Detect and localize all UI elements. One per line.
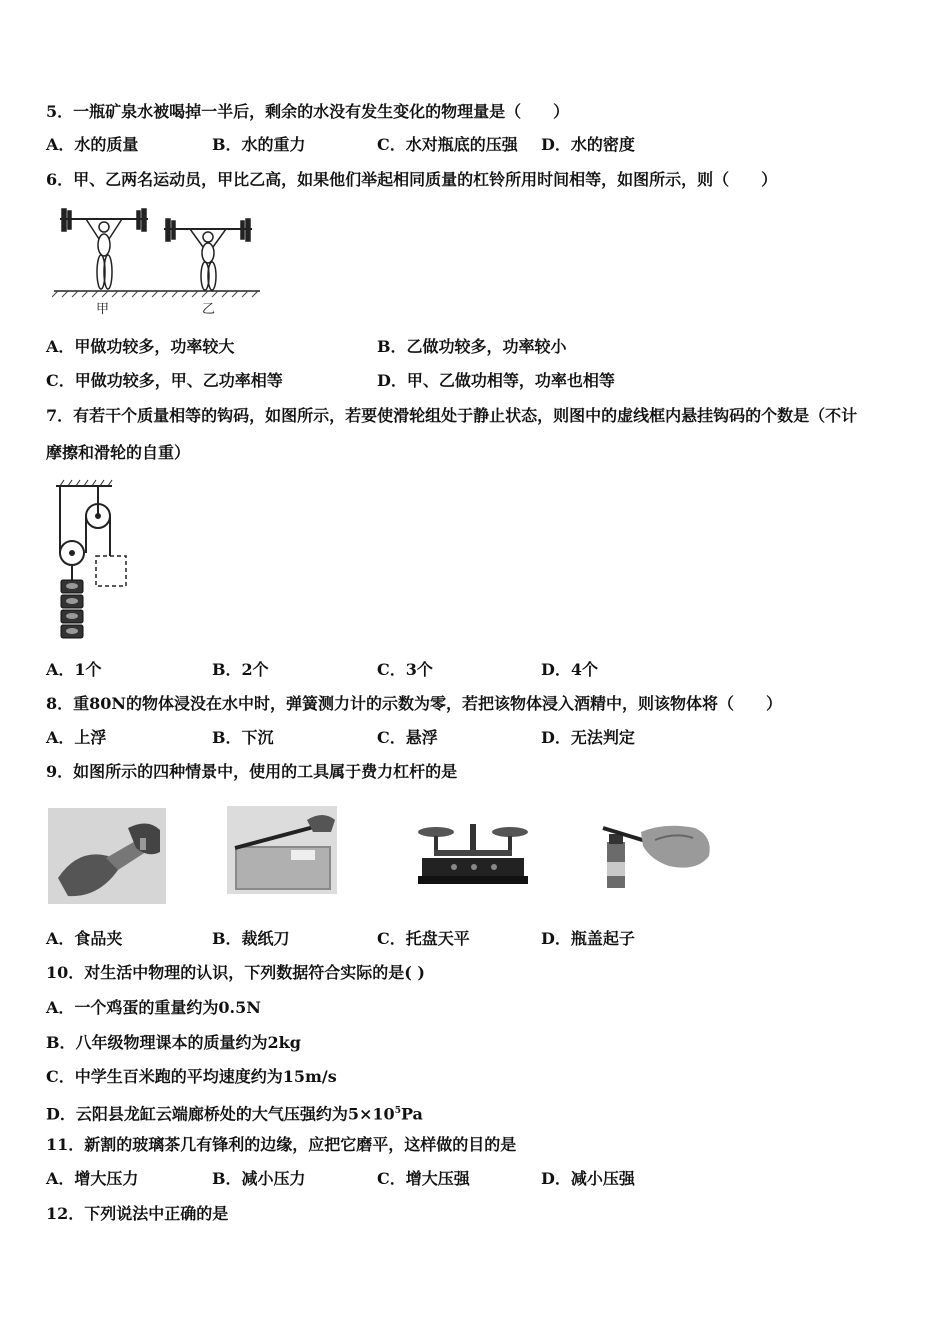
q5-stem: 5．一瓶矿泉水被喝掉一半后，剩余的水没有发生变化的物理量是（ ） bbox=[46, 102, 570, 121]
q5-option-c[interactable]: C．水对瓶底的压强 bbox=[377, 135, 518, 154]
q5-option-b[interactable]: B．水的重力 bbox=[212, 135, 306, 154]
q11-option-b[interactable]: B．减小压力 bbox=[212, 1169, 306, 1188]
q7-option-a[interactable]: A．1个 bbox=[46, 660, 102, 679]
q6-label-yi: 乙 bbox=[202, 302, 216, 317]
q5-option-d[interactable]: D．水的密度 bbox=[541, 135, 635, 154]
q9-paper-cutter-image bbox=[227, 806, 337, 894]
q11-option-d[interactable]: D．减小压强 bbox=[541, 1169, 635, 1188]
q10-option-d-text: D．云阳县龙缸云端廊桥处的大气压强约为5×10 bbox=[46, 1104, 395, 1124]
q10-option-d-unit: Pa bbox=[400, 1104, 423, 1124]
q9-option-c[interactable]: C．托盘天平 bbox=[377, 929, 470, 948]
q8-option-b[interactable]: B．下沉 bbox=[212, 728, 274, 747]
q8-option-a[interactable]: A．上浮 bbox=[46, 728, 107, 747]
q10-option-b[interactable]: B．八年级物理课本的质量约为2kg bbox=[46, 1033, 301, 1052]
q7-stem-line1: 7．有若干个质量相等的钩码，如图所示，若要使滑轮组处于静止状态，则图中的虚线框内悬挂钩码的个数是（不计 bbox=[46, 406, 858, 425]
q9-bottle-opener-image bbox=[585, 812, 715, 888]
q7-option-d[interactable]: D．4个 bbox=[541, 660, 599, 679]
q10-option-c[interactable]: C．中学生百米跑的平均速度约为15m/s bbox=[46, 1067, 337, 1086]
q11-option-a[interactable]: A．增大压力 bbox=[46, 1169, 139, 1188]
q9-tray-balance-image bbox=[414, 818, 532, 888]
q7-option-b[interactable]: B．2个 bbox=[212, 660, 269, 679]
q6-label-jia: 甲 bbox=[96, 302, 110, 317]
q8-option-c[interactable]: C．悬浮 bbox=[377, 728, 438, 747]
q9-option-d[interactable]: D．瓶盖起子 bbox=[541, 929, 635, 948]
q10-stem: 10．对生活中物理的认识，下列数据符合实际的是( ) bbox=[46, 963, 425, 982]
q9-option-a[interactable]: A．食品夹 bbox=[46, 929, 123, 948]
q9-option-b[interactable]: B．裁纸刀 bbox=[212, 929, 290, 948]
q12-stem: 12．下列说法中正确的是 bbox=[46, 1204, 229, 1223]
q6-option-a[interactable]: A．甲做功较多，功率较大 bbox=[46, 337, 235, 356]
q8-stem: 8．重80N的物体浸没在水中时，弹簧测力计的示数为零，若把该物体浸入酒精中，则该物体将（ ） bbox=[46, 694, 783, 713]
q7-stem-line2: 摩擦和滑轮的自重） bbox=[46, 443, 191, 462]
q10-option-d-exponent: 5 bbox=[394, 1106, 401, 1116]
q9-stem: 9．如图所示的四种情景中，使用的工具属于费力杠杆的是 bbox=[46, 762, 458, 781]
q9-food-tongs-image bbox=[48, 808, 166, 904]
q10-option-a[interactable]: A．一个鸡蛋的重量约为0.5N bbox=[46, 998, 261, 1017]
q5-option-a[interactable]: A．水的质量 bbox=[46, 135, 139, 154]
q7-pulley-figure bbox=[52, 478, 132, 643]
q6-weightlifters-figure bbox=[52, 205, 262, 320]
q10-option-d[interactable] bbox=[46, 1101, 423, 1124]
q6-option-d[interactable]: D．甲、乙做功相等，功率也相等 bbox=[377, 371, 615, 390]
q6-option-b[interactable]: B．乙做功较多，功率较小 bbox=[377, 337, 567, 356]
q11-option-c[interactable]: C．增大压强 bbox=[377, 1169, 470, 1188]
q6-stem: 6．甲、乙两名运动员，甲比乙高，如果他们举起相同质量的杠铃所用时间相等，如图所示，则（ ） bbox=[46, 170, 778, 189]
q6-option-c[interactable]: C．甲做功较多，甲、乙功率相等 bbox=[46, 371, 283, 390]
q11-stem: 11．新割的玻璃茶几有锋利的边缘，应把它磨平，这样做的目的是 bbox=[46, 1135, 517, 1154]
q7-option-c[interactable]: C．3个 bbox=[377, 660, 433, 679]
q8-option-d[interactable]: D．无法判定 bbox=[541, 728, 635, 747]
